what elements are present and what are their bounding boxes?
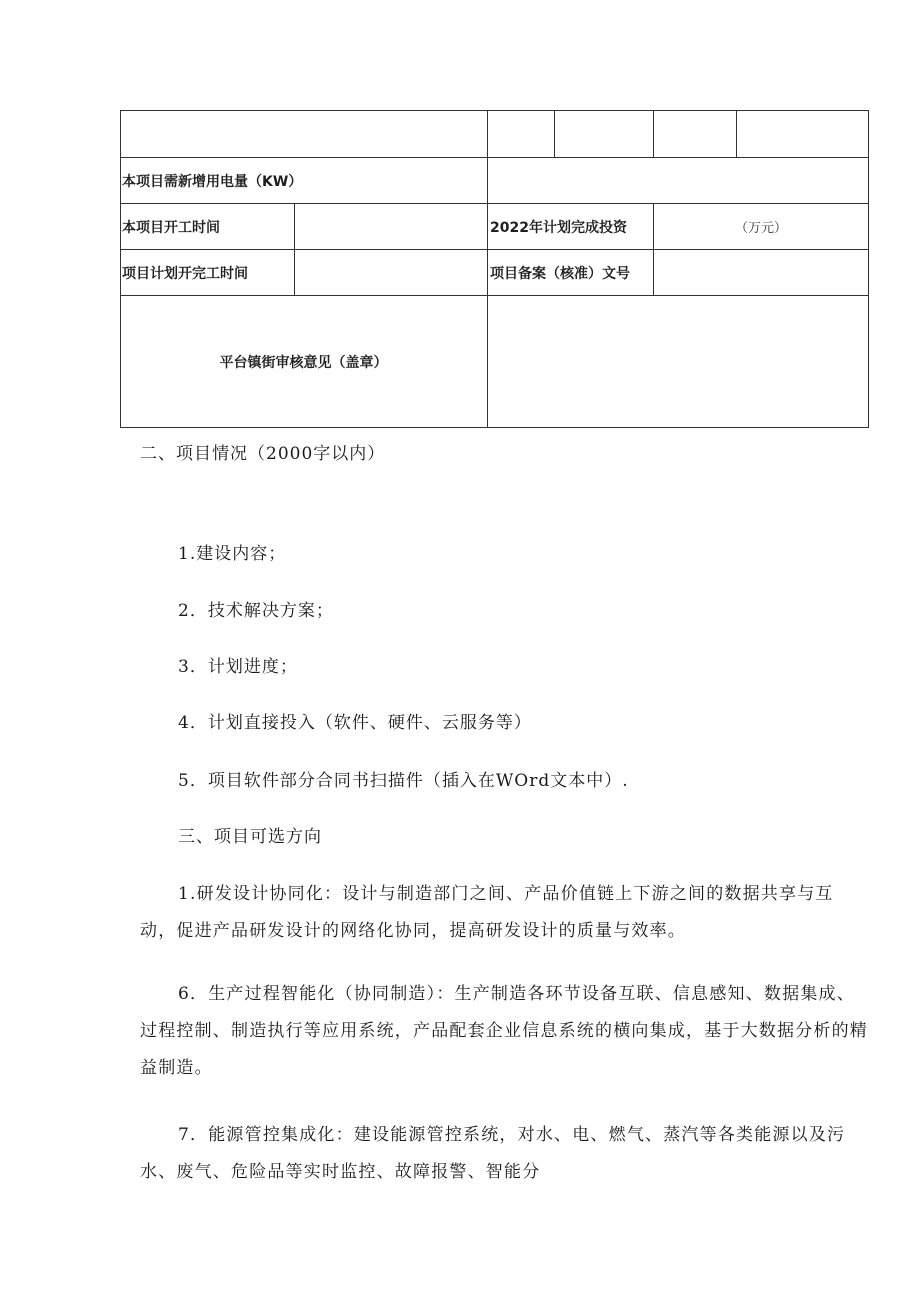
- review-opinion-label: 平台镇街审核意见（盖章）: [219, 354, 388, 371]
- plan-time-label: 项目计划开完工时间: [122, 265, 248, 282]
- project-info-table: [120, 110, 869, 428]
- list-item: 4．计划直接投入（软件、硬件、云服务等）: [178, 713, 532, 733]
- power-usage-label: 本项目需新增用电量（KW）: [122, 173, 303, 190]
- filing-number-label: 项目备案（核准）文号: [490, 265, 630, 282]
- table-line: [736, 110, 737, 157]
- list-item: 3．计划进度；: [178, 657, 298, 677]
- filing-number-value[interactable]: [654, 250, 868, 295]
- paragraph: 1.研发设计协同化：设计与制造部门之间、产品价值链上下游之间的数据共享与互动，促进产品研发设计的网络化协同，提高研发设计的质量与效率。: [140, 884, 834, 941]
- table-line: [653, 110, 654, 157]
- table-line: [868, 110, 869, 428]
- plan-time-value[interactable]: [295, 250, 487, 295]
- investment-2022-label: 2022年计划完成投资: [490, 219, 627, 236]
- paragraph: 6．生产过程智能化（协同制造）：生产制造各环节设备互联、信息感知、数据集成、过程控制、制造执行等应用系统，产品配套企业信息系统的横向集成，基于大数据分析的精益制造。: [140, 984, 868, 1078]
- review-opinion-value[interactable]: [488, 296, 868, 427]
- investment-2022-unit[interactable]: （万元）: [734, 221, 787, 236]
- start-time-label: 本项目开工时间: [122, 219, 220, 236]
- section-3-heading: 三、项目可选方向: [178, 827, 322, 847]
- start-time-value[interactable]: [295, 204, 487, 249]
- table-line: [120, 427, 869, 428]
- section-2-heading: 二、项目情况（2000字以内）: [140, 444, 386, 464]
- list-item: 5．项目软件部分合同书扫描件（插入在WOrd文本中）.: [178, 771, 629, 791]
- power-usage-value[interactable]: [488, 158, 868, 203]
- list-item: 2．技术解决方案；: [178, 601, 334, 621]
- table-line: [554, 110, 555, 157]
- paragraph: 7．能源管控集成化：建设能源管控系统，对水、电、燃气、蒸汽等各类能源以及污水、废气、危险品等实时监控、故障报警、智能分: [140, 1125, 846, 1182]
- table-line: [120, 110, 869, 111]
- list-item: 1.建设内容；: [178, 544, 287, 564]
